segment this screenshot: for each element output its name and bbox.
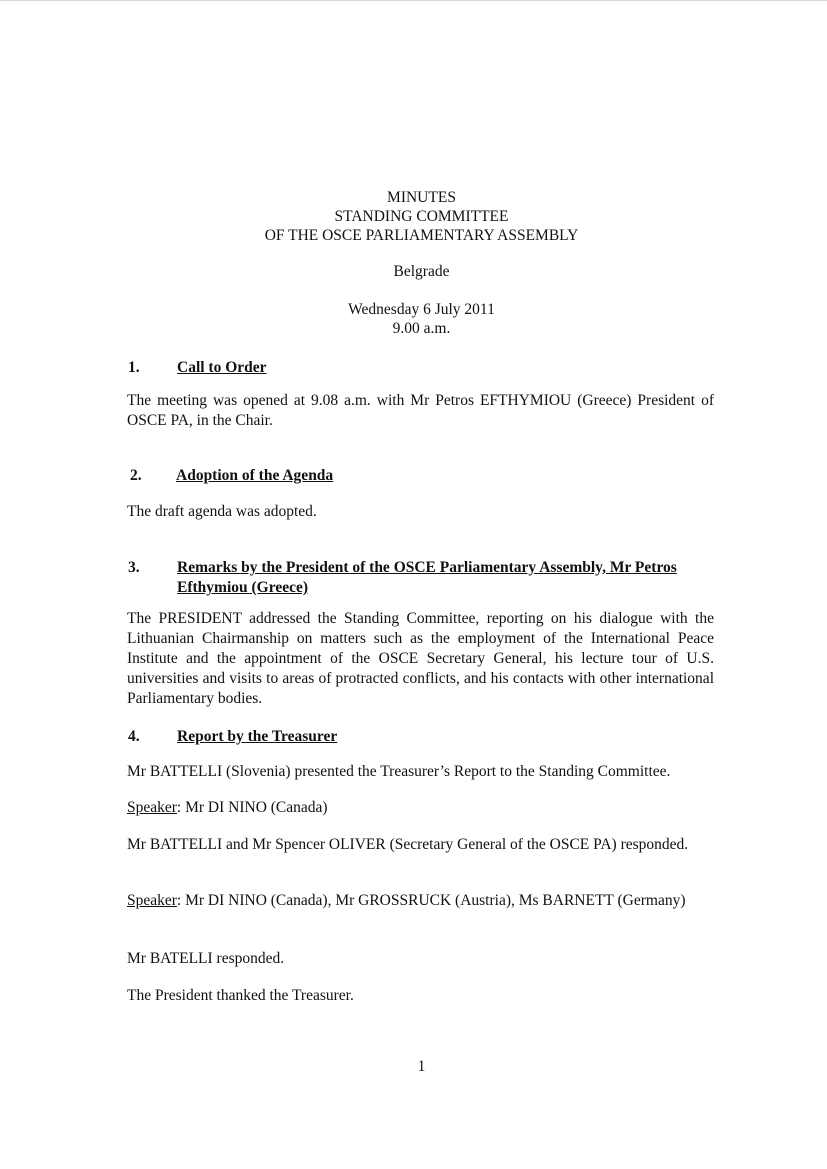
section-1-body: The meeting was opened at 9.08 a.m. with Mr Petros EFTHYMIOU (Greece) President of OSCE PA, in the Chair. <box>127 392 714 429</box>
batelli-response: Mr BATELLI responded. <box>127 950 285 967</box>
speaker-names: : Mr DI NINO (Canada), Mr GROSSRUCK (Austria), Ms BARNETT (Germany) <box>176 892 686 909</box>
speaker-label: Speaker <box>127 892 177 909</box>
title-line-minutes: MINUTES <box>387 189 456 206</box>
speaker-line-2 <box>127 891 714 911</box>
title-line-assembly: OF THE OSCE PARLIAMENTARY ASSEMBLY <box>264 227 579 244</box>
section-title-line-1: Remarks by the President of the OSCE Parliamentary Assembly, Mr Petros <box>177 559 677 576</box>
page-top-border <box>0 0 827 1</box>
title-line-committee: STANDING COMMITTEE <box>334 208 509 225</box>
section-number: 2. <box>130 467 142 484</box>
treasurer-report-paragraph: Mr BATTELLI (Slovenia) presented the Treasurer’s Report to the Standing Committee. <box>127 763 671 780</box>
section-title: Call to Order <box>177 359 267 376</box>
speaker-line-1 <box>127 798 714 818</box>
meeting-time: 9.00 a.m. <box>392 320 451 337</box>
section-number: 3. <box>128 559 140 576</box>
speaker-names: : Mr DI NINO (Canada) <box>176 799 328 816</box>
section-3-body: The PRESIDENT addressed the Standing Committee, reporting on his dialogue with the Lithuanian Chairmanship on matters such as the employment of the International Peace Institute and the appointment of the OSCE Secretary General, his lecture tour of U.S. universities and visits to areas of protracted conflicts, and his contacts with other international Parliamentary bodies. <box>127 610 714 707</box>
section-number: 1. <box>128 359 140 376</box>
meeting-location: Belgrade <box>393 263 450 280</box>
speaker-label: Speaker <box>127 799 177 816</box>
response-paragraph: Mr BATTELLI and Mr Spencer OLIVER (Secretary General of the OSCE PA) responded. <box>127 836 689 853</box>
president-thanks: The President thanked the Treasurer. <box>127 987 354 1004</box>
document-title <box>0 188 827 245</box>
section-title: Adoption of the Agenda <box>176 467 334 484</box>
meeting-date: Wednesday 6 July 2011 <box>348 301 495 318</box>
section-number: 4. <box>128 728 140 745</box>
section-title: Report by the Treasurer <box>177 728 338 745</box>
meeting-datetime <box>0 300 827 338</box>
section-title-line-2: Efthymiou (Greece) <box>177 579 308 596</box>
page-number: 1 <box>417 1058 426 1075</box>
section-2-body: The draft agenda was adopted. <box>127 503 317 520</box>
